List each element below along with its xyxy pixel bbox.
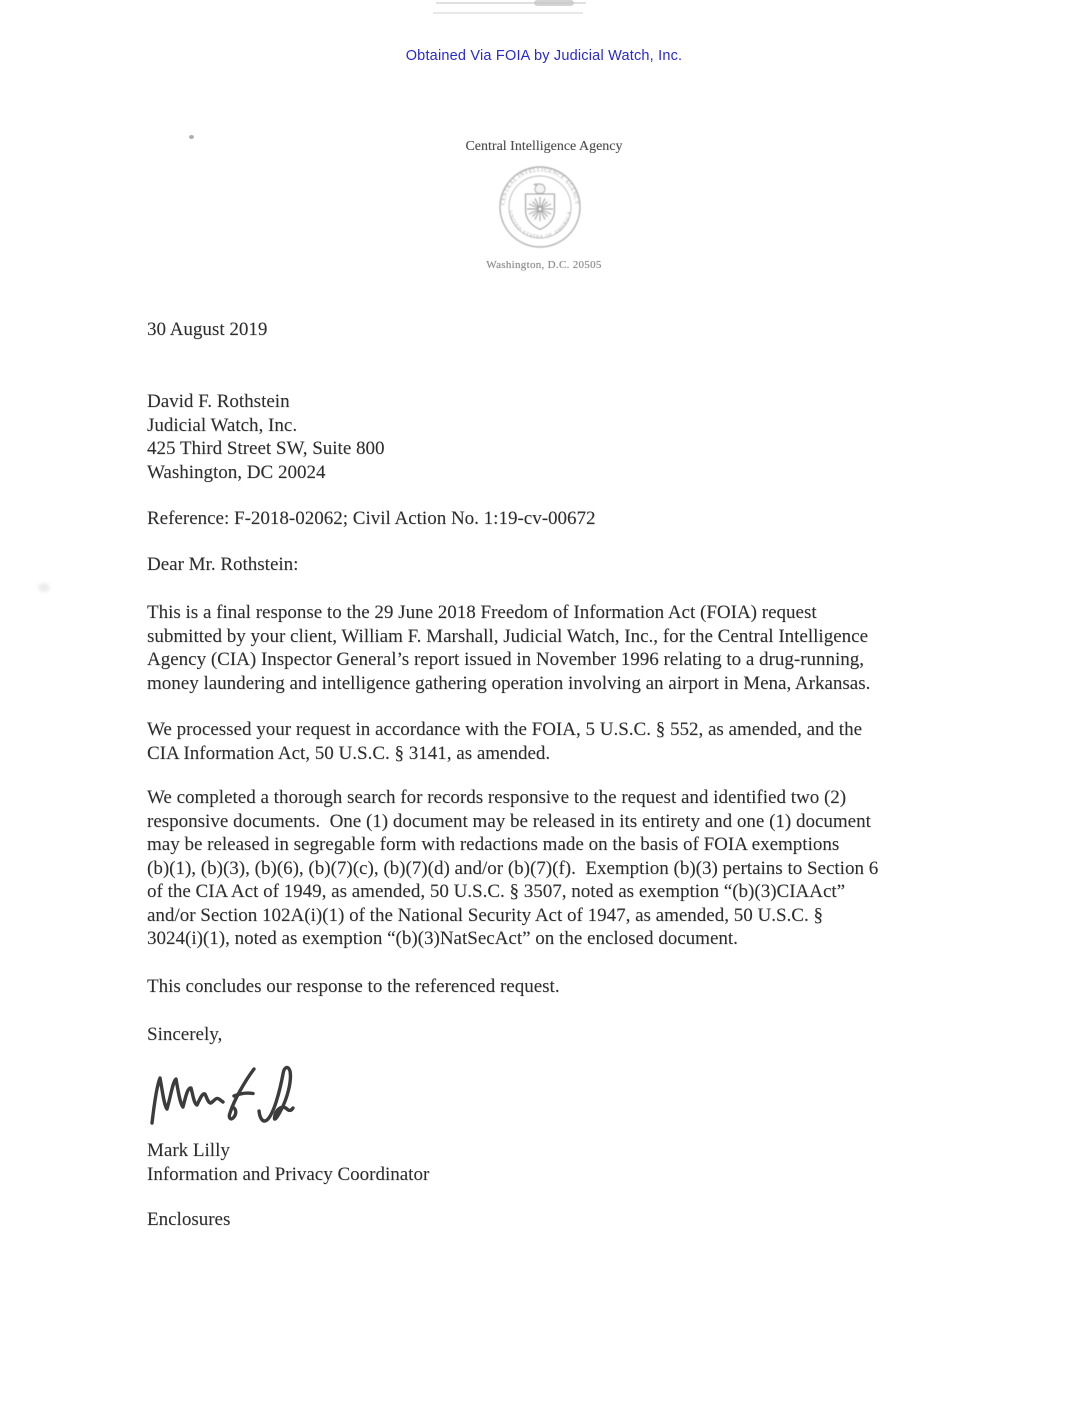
scan-speck	[38, 583, 50, 592]
signature-handwritten	[146, 1062, 318, 1140]
text-line: and/or Section 102A(i)(1) of the National Security Act of 1947, as amended, 50 U.S.C. §	[147, 904, 823, 926]
valediction: Sincerely,	[147, 1024, 223, 1045]
salutation: Dear Mr. Rothstein:	[147, 554, 299, 575]
signer-block	[147, 1139, 429, 1186]
text-line: 3024(i)(1), noted as exemption “(b)(3)NatSecAct” on the enclosed document.	[147, 928, 738, 949]
text-line: may be released in segregable form with redactions made on the basis of FOIA exemptions	[147, 834, 840, 855]
text-line: CIA Information Act, 50 U.S.C. § 3141, as amended.	[147, 742, 551, 764]
scan-artifact-line	[433, 12, 583, 14]
text-line: We processed your request in accordance with the FOIA, 5 U.S.C. § 552, as amended, and the	[147, 719, 862, 740]
scan-artifact-blob	[534, 0, 574, 6]
body-paragraph-2	[147, 718, 862, 765]
text-line: submitted by your client, William F. Marshall, Judicial Watch, Inc., for the Central Intelligence	[147, 625, 868, 647]
agency-address: Washington, D.C. 20505	[486, 259, 602, 271]
body-paragraph-1	[147, 601, 870, 695]
agency-name: Central Intelligence Agency	[465, 139, 623, 154]
text-line: Washington, DC 20024	[147, 461, 326, 483]
enclosures-line: Enclosures	[147, 1209, 231, 1230]
reference-line: Reference: F-2018-02062; Civil Action No. 1:19-cv-00672	[147, 508, 596, 529]
recipient-address-block	[147, 390, 385, 484]
body-paragraph-3	[147, 786, 878, 951]
letter-date: 30 August 2019	[147, 319, 268, 340]
text-line: money laundering and intelligence gathering operation involving an airport in Mena, Arkansas.	[147, 672, 871, 694]
signer-title: Information and Privacy Coordinator	[147, 1163, 430, 1185]
text-line: Agency (CIA) Inspector General’s report issued in November 1996 relating to a drug-running,	[147, 649, 865, 670]
text-line: of the CIA Act of 1949, as amended, 50 U.S.C. § 3507, noted as exemption “(b)(3)CIAAct”	[147, 881, 846, 902]
signer-name: Mark Lilly	[147, 1140, 230, 1161]
closing-line: This concludes our response to the referenced request.	[147, 976, 560, 997]
foia-watermark: Obtained Via FOIA by Judicial Watch, Inc.	[405, 48, 683, 64]
seal-eagle	[534, 184, 545, 193]
seal-ring-text-bottom: UNITED STATES OF AMERICA	[506, 210, 574, 241]
seal-ring-text-top: CENTRAL INTELLIGENCE AGENCY	[500, 167, 580, 206]
text-line: 425 Third Street SW, Suite 800	[147, 438, 385, 459]
text-line: This is a final response to the 29 June 2018 Freedom of Information Act (FOIA) request	[147, 602, 817, 623]
cia-seal-icon	[496, 164, 584, 256]
text-line: (b)(1), (b)(3), (b)(6), (b)(7)(c), (b)(7)(d) and/or (b)(7)(f). Exemption (b)(3) pertains to Section 6	[147, 857, 879, 879]
text-line: We completed a thorough search for records responsive to the request and identified two (2)	[147, 787, 847, 808]
text-line: David F. Rothstein	[147, 391, 290, 412]
text-line: responsive documents. One (1) document may be released in its entirety and one (1) document	[147, 810, 871, 832]
text-line: Judicial Watch, Inc.	[147, 414, 298, 436]
